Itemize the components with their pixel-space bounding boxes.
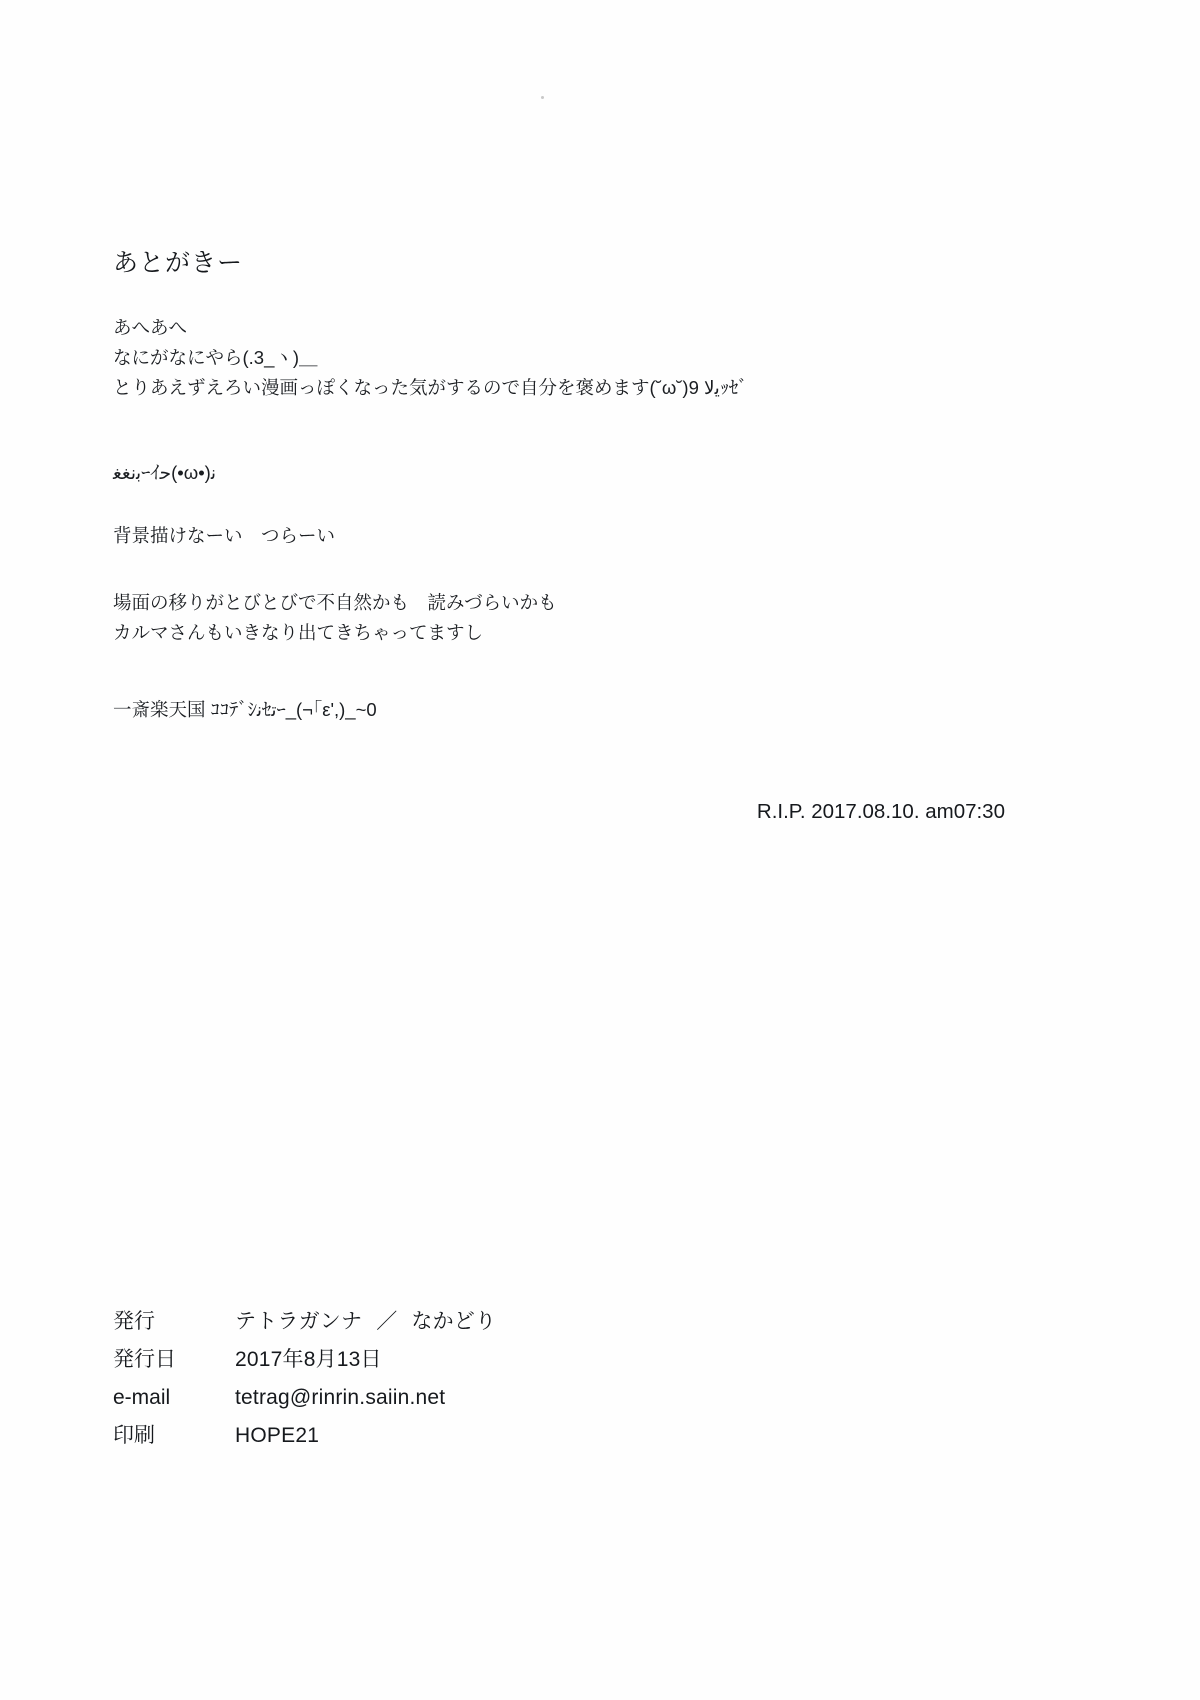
afterword-paragraph-3	[113, 521, 335, 551]
colophon-label: 発行	[113, 1310, 155, 1333]
afterword-line: 場面の移りがとびとびで不自然かも 読みづらいかも	[113, 592, 557, 613]
afterword-line: 一斎楽天国 ｺｺﾃﾞｼﻧｾﺗｰ_(¬｢ε',)_~0	[113, 699, 377, 720]
colophon-value: HOPE21	[235, 1424, 320, 1447]
colophon-row	[113, 1341, 496, 1379]
afterword-line: カルマさんもいきなり出てきちゃってますし	[113, 622, 484, 643]
colophon-label: 印刷	[113, 1424, 155, 1447]
afterword-line: なにがなにやら(.3_ヽ)＿	[113, 347, 318, 368]
publisher-name: テトラガンナ	[235, 1310, 363, 1333]
colophon-row	[113, 1379, 496, 1417]
signature-line: R.I.P. 2017.08.10. am07:30	[756, 800, 1005, 823]
afterword-line: とりあえずえろい漫画っぽくなった気がするので自分を褒めます(˘ω˘)9 ﻿ﻳﻻｯｾﾞ	[113, 377, 748, 398]
colophon-label: 発行日	[113, 1348, 176, 1371]
colophon-row	[113, 1417, 496, 1455]
afterword-heading: あとがきー	[113, 249, 244, 277]
afterword-paragraph-4	[113, 588, 557, 648]
colophon-label: e-mail	[113, 1386, 171, 1409]
colophon-value	[235, 1303, 496, 1341]
colophon-row	[113, 1303, 496, 1341]
separator-slash: ／	[376, 1310, 398, 1333]
colophon-value-email[interactable]: tetrag@rinrin.saiin.net	[235, 1386, 446, 1409]
colophon-block	[113, 1303, 496, 1455]
dust-speck-icon	[541, 96, 544, 99]
afterword-paragraph-2	[113, 458, 216, 488]
author-name: なかどり	[411, 1310, 497, 1333]
afterword-line: ﺑﻧﻐﻐｰｲﺣ(•ω•)ﻧ	[113, 462, 216, 483]
afterword-line: あへあへ	[113, 317, 188, 338]
colophon-value: 2017年8月13日	[235, 1348, 382, 1371]
afterword-paragraph-1	[113, 313, 748, 403]
afterword-line: 背景描けなーい つらーい	[113, 525, 336, 546]
afterword-paragraph-5	[113, 695, 377, 725]
